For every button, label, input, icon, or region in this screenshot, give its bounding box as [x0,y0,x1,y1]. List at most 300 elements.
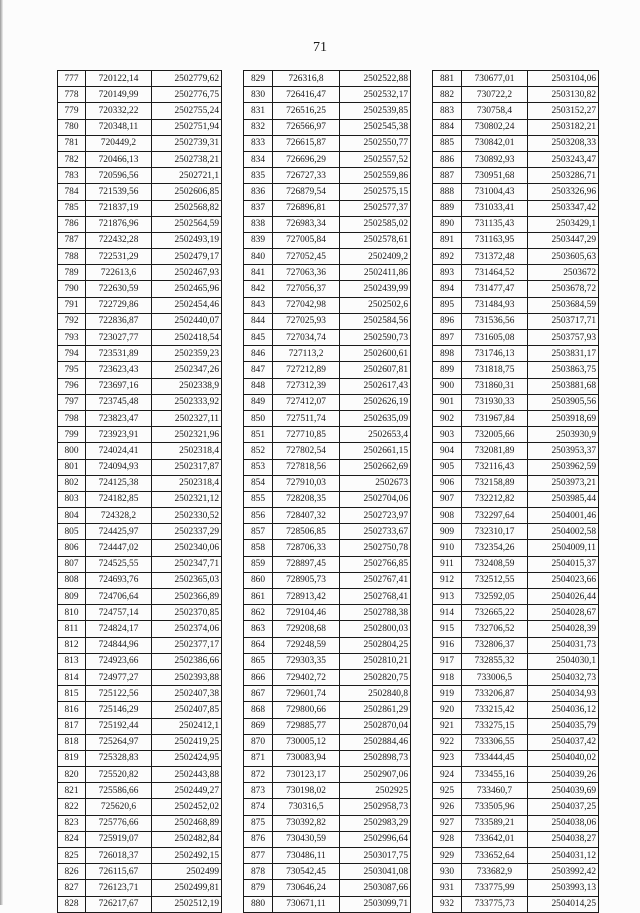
x-coordinate-cell: 731484,93 [462,297,528,313]
scan-edge [0,0,3,905]
y-coordinate-cell: 2502958,73 [340,799,411,815]
table-row [58,135,222,151]
y-coordinate-cell: 2502898,73 [340,750,411,766]
x-coordinate-cell: 732310,17 [462,524,528,540]
x-coordinate-cell: 731033,41 [462,200,528,216]
point-number-cell: 796 [58,378,86,394]
table-row [244,362,411,378]
point-number-cell: 929 [433,848,462,864]
point-number-cell: 899 [433,362,462,378]
table-row [244,135,411,151]
y-coordinate-cell: 2502347,26 [152,362,222,378]
y-coordinate-cell: 2502499 [152,864,222,880]
point-number-cell: 886 [433,151,462,167]
point-number-cell: 903 [433,427,462,443]
y-coordinate-cell: 2502318,4 [152,443,222,459]
y-coordinate-cell: 2502861,29 [340,702,411,718]
table-row [244,410,411,426]
x-coordinate-cell: 724447,02 [86,540,152,556]
table-row [58,281,222,297]
table-row [58,864,222,880]
x-coordinate-cell: 730123,17 [273,767,340,783]
table-row [433,718,599,734]
y-coordinate-cell: 2502550,77 [340,135,411,151]
x-coordinate-cell: 724425,97 [86,524,152,540]
x-coordinate-cell: 726727,33 [273,168,340,184]
y-coordinate-cell: 2503930,9 [528,427,599,443]
point-number-cell: 919 [433,686,462,702]
x-coordinate-cell: 733455,16 [462,767,528,783]
y-coordinate-cell: 2504031,12 [528,848,599,864]
point-number-cell: 916 [433,637,462,653]
point-number-cell: 831 [244,103,273,119]
x-coordinate-cell: 732005,66 [462,427,528,443]
x-coordinate-cell: 730198,02 [273,783,340,799]
y-coordinate-cell: 2502564,59 [152,216,222,232]
y-coordinate-cell: 2504028,67 [528,605,599,621]
point-number-cell: 834 [244,151,273,167]
x-coordinate-cell: 727412,07 [273,394,340,410]
y-coordinate-cell: 2502321,12 [152,491,222,507]
x-coordinate-cell: 731135,43 [462,216,528,232]
point-number-cell: 817 [58,718,86,734]
y-coordinate-cell: 2502788,38 [340,605,411,621]
x-coordinate-cell: 720466,13 [86,151,152,167]
table-row [433,540,599,556]
table-row [244,297,411,313]
x-coordinate-cell: 724094,93 [86,459,152,475]
table-row [58,119,222,135]
y-coordinate-cell: 2503831,17 [528,346,599,362]
point-number-cell: 794 [58,346,86,362]
x-coordinate-cell: 733652,64 [462,848,528,864]
x-coordinate-cell: 720596,56 [86,168,152,184]
table-row [58,799,222,815]
x-coordinate-cell: 727113,2 [273,346,340,362]
table-row [433,297,599,313]
y-coordinate-cell: 2502512,19 [152,896,222,912]
point-number-cell: 926 [433,799,462,815]
y-coordinate-cell: 2502559,86 [340,168,411,184]
table-row [244,896,411,912]
y-coordinate-cell: 2502377,17 [152,637,222,653]
y-coordinate-cell: 2503286,71 [528,168,599,184]
y-coordinate-cell: 2503605,63 [528,249,599,265]
table-row [58,540,222,556]
point-number-cell: 897 [433,330,462,346]
y-coordinate-cell: 2504014,25 [528,896,599,912]
table-row [244,394,411,410]
y-coordinate-cell: 2502661,15 [340,443,411,459]
y-coordinate-cell: 2504028,39 [528,621,599,637]
x-coordinate-cell: 731372,48 [462,249,528,265]
y-coordinate-cell: 2502723,97 [340,508,411,524]
point-number-cell: 822 [58,799,86,815]
table-row [58,669,222,685]
table-row [433,686,599,702]
y-coordinate-cell: 2503152,27 [528,103,599,119]
point-number-cell: 791 [58,297,86,313]
table-row [433,734,599,750]
y-coordinate-cell: 2504001,46 [528,508,599,524]
point-number-cell: 785 [58,200,86,216]
table-row [244,443,411,459]
y-coordinate-cell: 2503104,06 [528,71,599,87]
y-coordinate-cell: 2502492,15 [152,848,222,864]
y-coordinate-cell: 2502776,75 [152,87,222,103]
y-coordinate-cell: 2502539,85 [340,103,411,119]
y-coordinate-cell: 2502440,07 [152,313,222,329]
y-coordinate-cell: 2502983,29 [340,815,411,831]
table-row [58,686,222,702]
y-coordinate-cell: 2502996,64 [340,831,411,847]
table-row [244,556,411,572]
x-coordinate-cell: 733589,21 [462,815,528,831]
x-coordinate-cell: 727005,84 [273,232,340,248]
x-coordinate-cell: 723623,43 [86,362,152,378]
x-coordinate-cell: 726416,47 [273,87,340,103]
y-coordinate-cell: 2502468,89 [152,815,222,831]
point-number-cell: 778 [58,87,86,103]
x-coordinate-cell: 724757,14 [86,605,152,621]
y-coordinate-cell: 2503881,68 [528,378,599,394]
x-coordinate-cell: 727025,93 [273,313,340,329]
table-row [244,87,411,103]
point-number-cell: 819 [58,750,86,766]
y-coordinate-cell: 2503684,59 [528,297,599,313]
x-coordinate-cell: 730671,11 [273,896,340,912]
y-coordinate-cell: 2502409,2 [340,249,411,265]
table-row [433,249,599,265]
y-coordinate-cell: 2502557,52 [340,151,411,167]
y-coordinate-cell: 2502327,11 [152,410,222,426]
x-coordinate-cell: 724693,76 [86,572,152,588]
table-row [244,184,411,200]
table-row [433,410,599,426]
point-number-cell: 889 [433,200,462,216]
y-coordinate-cell: 2502522,88 [340,71,411,87]
table-row [58,702,222,718]
table-row [244,783,411,799]
point-number-cell: 797 [58,394,86,410]
table-row [244,71,411,87]
y-coordinate-cell: 2502359,23 [152,346,222,362]
x-coordinate-cell: 727034,74 [273,330,340,346]
point-number-cell: 887 [433,168,462,184]
point-number-cell: 825 [58,848,86,864]
y-coordinate-cell: 2504040,02 [528,750,599,766]
point-number-cell: 879 [244,880,273,896]
point-number-cell: 846 [244,346,273,362]
y-coordinate-cell: 2503757,93 [528,330,599,346]
y-coordinate-cell: 2504009,11 [528,540,599,556]
x-coordinate-cell: 733775,73 [462,896,528,912]
y-coordinate-cell: 2504038,27 [528,831,599,847]
x-coordinate-cell: 727056,37 [273,281,340,297]
point-number-cell: 813 [58,653,86,669]
y-coordinate-cell: 2502568,82 [152,200,222,216]
x-coordinate-cell: 732116,43 [462,459,528,475]
y-coordinate-cell: 2502366,89 [152,589,222,605]
x-coordinate-cell: 731818,75 [462,362,528,378]
y-coordinate-cell: 2502755,24 [152,103,222,119]
point-number-cell: 873 [244,783,273,799]
y-coordinate-cell: 2503973,21 [528,475,599,491]
y-coordinate-cell: 2503953,37 [528,443,599,459]
table-row [433,475,599,491]
x-coordinate-cell: 730083,94 [273,750,340,766]
table-row [58,313,222,329]
point-number-cell: 927 [433,815,462,831]
point-number-cell: 782 [58,151,86,167]
point-number-cell: 828 [58,896,86,912]
y-coordinate-cell: 2502424,95 [152,750,222,766]
table-row [244,880,411,896]
y-coordinate-cell: 2502653,4 [340,427,411,443]
x-coordinate-cell: 733306,55 [462,734,528,750]
point-number-cell: 868 [244,702,273,718]
point-number-cell: 877 [244,848,273,864]
y-coordinate-cell: 2502662,69 [340,459,411,475]
x-coordinate-cell: 732081,89 [462,443,528,459]
x-coordinate-cell: 731464,52 [462,265,528,281]
y-coordinate-cell: 2502577,37 [340,200,411,216]
table-row [58,427,222,443]
table-row [433,815,599,831]
table-row [433,216,599,232]
x-coordinate-cell: 733775,99 [462,880,528,896]
table-row [58,168,222,184]
table-row [244,653,411,669]
x-coordinate-cell: 725146,29 [86,702,152,718]
y-coordinate-cell: 2502545,38 [340,119,411,135]
y-coordinate-cell: 2502925 [340,783,411,799]
y-coordinate-cell: 2504030,1 [528,653,599,669]
x-coordinate-cell: 729402,72 [273,669,340,685]
x-coordinate-cell: 724525,55 [86,556,152,572]
table-row [433,653,599,669]
x-coordinate-cell: 730677,01 [462,71,528,87]
y-coordinate-cell: 2503863,75 [528,362,599,378]
y-coordinate-cell: 2502820,75 [340,669,411,685]
table-row [58,475,222,491]
x-coordinate-cell: 727042,98 [273,297,340,313]
x-coordinate-cell: 721876,96 [86,216,152,232]
table-row [433,669,599,685]
y-coordinate-cell: 2503243,47 [528,151,599,167]
point-number-cell: 907 [433,491,462,507]
y-coordinate-cell: 2502766,85 [340,556,411,572]
table-row [244,508,411,524]
y-coordinate-cell: 2502321,96 [152,427,222,443]
table-row [433,589,599,605]
y-coordinate-cell: 2502800,03 [340,621,411,637]
table-row [244,378,411,394]
table-row [58,653,222,669]
y-coordinate-cell: 2502452,02 [152,799,222,815]
y-coordinate-cell: 2503985,44 [528,491,599,507]
table-row [433,265,599,281]
point-number-cell: 914 [433,605,462,621]
point-number-cell: 833 [244,135,273,151]
table-row [433,135,599,151]
point-number-cell: 910 [433,540,462,556]
point-number-cell: 865 [244,653,273,669]
table-row [433,119,599,135]
point-number-cell: 930 [433,864,462,880]
point-number-cell: 840 [244,249,273,265]
table-row [433,151,599,167]
x-coordinate-cell: 723923,91 [86,427,152,443]
table-row [58,767,222,783]
point-number-cell: 806 [58,540,86,556]
y-coordinate-cell: 2502575,15 [340,184,411,200]
x-coordinate-cell: 733505,96 [462,799,528,815]
x-coordinate-cell: 727052,45 [273,249,340,265]
table-row [58,232,222,248]
point-number-cell: 905 [433,459,462,475]
table-row [433,459,599,475]
table-row [58,103,222,119]
table-row [433,200,599,216]
table-row [433,637,599,653]
x-coordinate-cell: 722729,86 [86,297,152,313]
point-number-cell: 866 [244,669,273,685]
x-coordinate-cell: 723745,48 [86,394,152,410]
y-coordinate-cell: 2504039,69 [528,783,599,799]
x-coordinate-cell: 723697,16 [86,378,152,394]
table-row [58,443,222,459]
table-row [58,524,222,540]
table-row [244,815,411,831]
coordinates-table-2 [243,70,411,913]
point-number-cell: 908 [433,508,462,524]
x-coordinate-cell: 732212,82 [462,491,528,507]
x-coordinate-cell: 724706,64 [86,589,152,605]
y-coordinate-cell: 2502479,17 [152,249,222,265]
x-coordinate-cell: 727710,85 [273,427,340,443]
point-number-cell: 904 [433,443,462,459]
table-row [433,508,599,524]
y-coordinate-cell: 2504031,73 [528,637,599,653]
table-row [58,394,222,410]
x-coordinate-cell: 731477,47 [462,281,528,297]
point-number-cell: 895 [433,297,462,313]
x-coordinate-cell: 731860,31 [462,378,528,394]
point-number-cell: 900 [433,378,462,394]
table-row [244,524,411,540]
point-number-cell: 849 [244,394,273,410]
x-coordinate-cell: 725776,66 [86,815,152,831]
table-row [244,637,411,653]
y-coordinate-cell: 2503918,69 [528,410,599,426]
y-coordinate-cell: 2502333,92 [152,394,222,410]
x-coordinate-cell: 726696,29 [273,151,340,167]
point-number-cell: 921 [433,718,462,734]
x-coordinate-cell: 726115,67 [86,864,152,880]
y-coordinate-cell: 2502607,81 [340,362,411,378]
x-coordinate-cell: 729248,59 [273,637,340,653]
y-coordinate-cell: 2504023,66 [528,572,599,588]
point-number-cell: 850 [244,410,273,426]
y-coordinate-cell: 2503905,56 [528,394,599,410]
point-number-cell: 844 [244,313,273,329]
x-coordinate-cell: 727818,56 [273,459,340,475]
x-coordinate-cell: 721539,56 [86,184,152,200]
point-number-cell: 909 [433,524,462,540]
x-coordinate-cell: 729885,77 [273,718,340,734]
x-coordinate-cell: 726879,54 [273,184,340,200]
y-coordinate-cell: 2502418,54 [152,330,222,346]
y-coordinate-cell: 2502704,06 [340,491,411,507]
point-number-cell: 906 [433,475,462,491]
table-row [58,297,222,313]
point-number-cell: 779 [58,103,86,119]
point-number-cell: 777 [58,71,86,87]
y-coordinate-cell: 2502590,73 [340,330,411,346]
x-coordinate-cell: 732806,37 [462,637,528,653]
y-coordinate-cell: 2502318,4 [152,475,222,491]
table-row [58,831,222,847]
point-number-cell: 826 [58,864,86,880]
table-row [244,475,411,491]
x-coordinate-cell: 732158,89 [462,475,528,491]
point-number-cell: 913 [433,589,462,605]
table-row [433,864,599,880]
y-coordinate-cell: 2502810,21 [340,653,411,669]
x-coordinate-cell: 731746,13 [462,346,528,362]
table-row [244,119,411,135]
point-number-cell: 832 [244,119,273,135]
y-coordinate-cell: 2503347,42 [528,200,599,216]
table-row [58,491,222,507]
point-number-cell: 814 [58,669,86,685]
y-coordinate-cell: 2502493,19 [152,232,222,248]
x-coordinate-cell: 731536,56 [462,313,528,329]
y-coordinate-cell: 2502330,52 [152,508,222,524]
table-row [244,831,411,847]
y-coordinate-cell: 2504037,42 [528,734,599,750]
point-number-cell: 845 [244,330,273,346]
table-row [433,232,599,248]
x-coordinate-cell: 732592,05 [462,589,528,605]
table-row [244,848,411,864]
table-row [244,572,411,588]
point-number-cell: 808 [58,572,86,588]
y-coordinate-cell: 2503672 [528,265,599,281]
table-row [433,783,599,799]
table-row [433,896,599,912]
table-row [244,232,411,248]
x-coordinate-cell: 720149,99 [86,87,152,103]
y-coordinate-cell: 2502347,71 [152,556,222,572]
point-number-cell: 855 [244,491,273,507]
table-row [58,87,222,103]
y-coordinate-cell: 2502365,03 [152,572,222,588]
point-number-cell: 786 [58,216,86,232]
y-coordinate-cell: 2502443,88 [152,767,222,783]
y-coordinate-cell: 2503208,33 [528,135,599,151]
y-coordinate-cell: 2502584,56 [340,313,411,329]
point-number-cell: 853 [244,459,273,475]
x-coordinate-cell: 731930,33 [462,394,528,410]
y-coordinate-cell: 2503429,1 [528,216,599,232]
y-coordinate-cell: 2504039,26 [528,767,599,783]
point-number-cell: 781 [58,135,86,151]
y-coordinate-cell: 2503447,29 [528,232,599,248]
table-row [244,151,411,167]
point-number-cell: 787 [58,232,86,248]
